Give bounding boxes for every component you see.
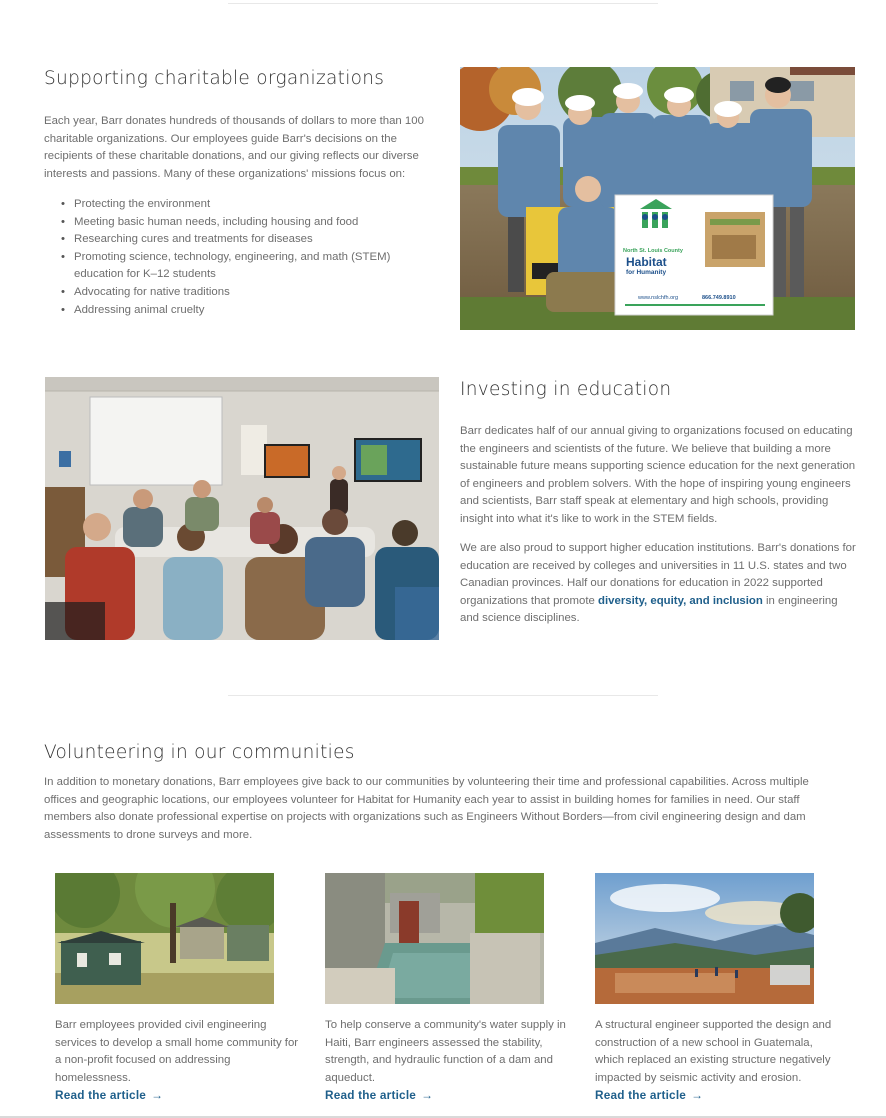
small-home-community-photo[interactable] (55, 873, 274, 1004)
sign-website-text: www.nslchfh.org (638, 295, 679, 301)
education-paragraph-2 (460, 540, 856, 628)
sign-county-text: North St. Louis County (623, 248, 683, 254)
volunteering-heading: Volunteering in our communities (44, 742, 355, 763)
sign-for-humanity-text: for Humanity (626, 269, 667, 276)
mission-item: • Promoting science, technology, engineering, and math (STEM) education for K–12 students (61, 249, 431, 284)
classroom-presentation-photo (45, 377, 439, 640)
card-text: A structural engineer supported the design and construction of a new school in Guatemala, which replaced an existing structure negatively impacted by seismic activity and erosion. (595, 1019, 832, 1084)
card-text: Barr employees provided civil engineering services to develop a small home community for a non-profit focused on addressing homelessness. (55, 1019, 299, 1084)
missions-list (61, 196, 431, 319)
arrow-right-icon: → (691, 1088, 704, 1102)
arrow-right-icon: → (421, 1088, 434, 1102)
haiti-dam-photo[interactable] (325, 873, 544, 1004)
education-heading: Investing in education (460, 379, 672, 400)
habitat-volunteers-photo (460, 67, 855, 330)
section-divider (228, 695, 658, 696)
education-paragraph-1: Barr dedicates half of our annual giving to organizations focused on educating the engineers and scientists of the future. We believe that building a more sustainable future means supporting science education for the next generation of engineers and problem solvers. With the hope of inspiring young engineers and scientists, Barr staff speak at elementary and high schools, providing insight into what it's like to work in the STEM fields. (460, 425, 856, 525)
education-paragraph-2-end: in engineering and science disciplines. (460, 594, 838, 625)
charity-paragraph: Each year, Barr donates hundreds of thousands of dollars to more than 100 charitable organizations. Our employees guide Barr's decisions on the recipients of these charitable donations, and our giving reflects our diverse interests and passions. Many of these organizations' missions focus on: (44, 115, 424, 180)
mission-item: • Meeting basic human needs, including housing and food (61, 214, 431, 232)
top-divider (228, 3, 658, 4)
mission-item: • Advocating for native traditions (61, 284, 431, 302)
card-text: To help conserve a community's water supply in Haiti, Barr engineers assessed the stability, strength, and hydraulic function of a dam and aqueduct. (325, 1019, 566, 1084)
guatemala-school-photo[interactable] (595, 873, 814, 1004)
mission-item: • Addressing animal cruelty (61, 302, 431, 320)
volunteering-paragraph: In addition to monetary donations, Barr employees give back to our communities by volunteering their time and professional capabilities. Across multiple offices and geographic locations, our employees volunteer for Habitat for Humanity each year to assist in building homes for families in need. Our staff members also donate professional expertise on projects with organizations such as Engineers Without Borders—from civil engineering design and dam assessments to drone surveys and more. (44, 776, 809, 841)
sign-habitat-text: Habitat (626, 255, 667, 269)
arrow-right-icon: → (151, 1088, 164, 1102)
charity-heading: Supporting charitable organizations (44, 68, 385, 89)
read-article-label: Read the article (325, 1088, 417, 1102)
read-article-link[interactable] (325, 1088, 433, 1102)
read-article-label: Read the article (595, 1088, 687, 1102)
mission-item: • Researching cures and treatments for diseases (61, 231, 431, 249)
sign-phone-text: 866.749.8910 (702, 295, 736, 301)
education-paragraph-2-text: We are also proud to support higher education institutions. Barr's donations for education are received by colleges and universities in 11 U.S. states and two Canadian provinces. Half our donations for education in 2022 supported organizations that promote (460, 542, 856, 607)
read-article-link[interactable] (595, 1088, 703, 1102)
read-article-link[interactable] (55, 1088, 163, 1102)
mission-item: • Protecting the environment (61, 196, 431, 214)
read-article-label: Read the article (55, 1088, 147, 1102)
dei-link[interactable]: diversity, equity, and inclusion (598, 594, 763, 607)
